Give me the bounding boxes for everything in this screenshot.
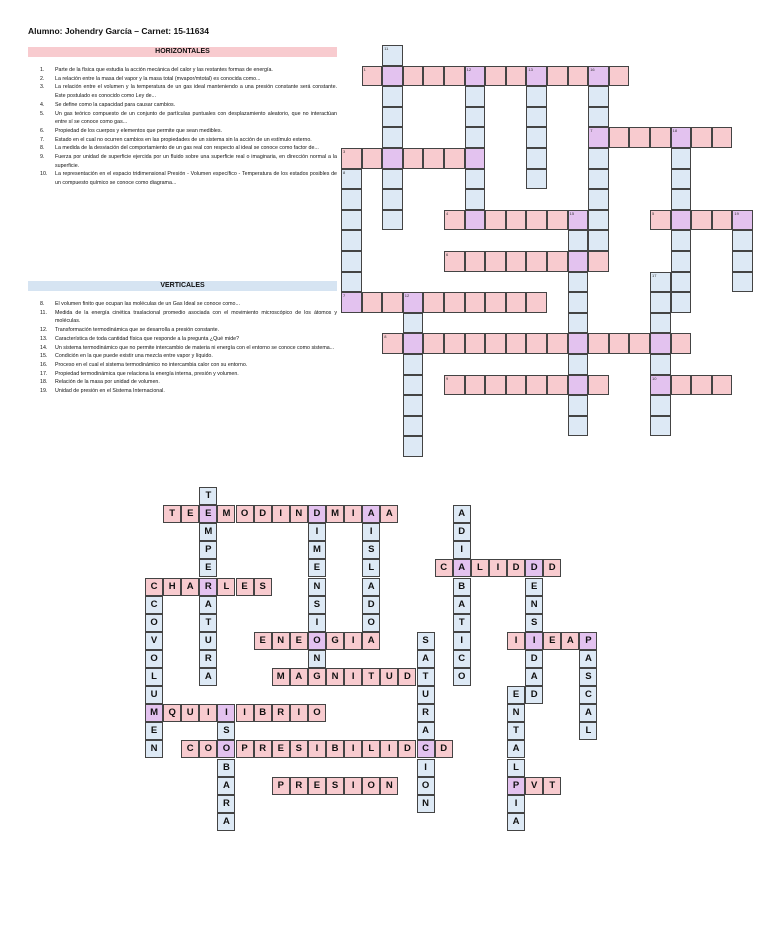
student-header: Alumno: Johendry García – Carnet: 15-11634	[28, 26, 209, 36]
clue-number: 16.	[40, 361, 48, 368]
solution-cell: L	[579, 722, 597, 740]
solution-cell: V	[145, 632, 163, 650]
solution-cell: M	[145, 704, 163, 722]
solution-cell: A	[417, 650, 435, 668]
solution-cell: O	[362, 614, 380, 632]
solution-cell: M	[272, 668, 290, 686]
solution-cell: E	[145, 722, 163, 740]
solution-cell: T	[417, 668, 435, 686]
clue-number-label: 10	[652, 375, 657, 381]
solution-cell: E	[199, 559, 217, 577]
solution-cell: A	[362, 578, 380, 596]
solution-cell: U	[380, 668, 398, 686]
solution-cell: D	[543, 559, 561, 577]
solution-cell: N	[507, 704, 525, 722]
solution-cell: C	[579, 686, 597, 704]
solution-cell: D	[362, 596, 380, 614]
clue-number-label: 4	[446, 210, 449, 216]
solution-cell: T	[199, 487, 217, 505]
solution-cell: S	[308, 596, 326, 614]
solution-cell: I	[362, 523, 380, 541]
solution-cell: L	[362, 559, 380, 577]
clue-text: Un gas teórico compuesto de un conjunto de partículas puntuales con desplazamiento aleatorio, que no interactúan entre sí se conoce como gas...	[55, 110, 337, 126]
clue-number-label: 1	[363, 66, 366, 72]
clue-text: Propiedad termodinámica que relaciona la energía interna, presión y volumen.	[55, 370, 239, 377]
solution-cell: A	[579, 650, 597, 668]
solution-cell: A	[217, 813, 235, 831]
clue-number: 7.	[40, 136, 45, 143]
solution-cell: I	[344, 632, 362, 650]
solution-cell: I	[290, 704, 308, 722]
solution-cell: U	[417, 686, 435, 704]
solution-cell: I	[344, 777, 362, 795]
solution-cell: P	[236, 740, 254, 758]
clue-number: 13.	[40, 335, 48, 342]
solution-cell: N	[308, 650, 326, 668]
solution-cell: P	[579, 632, 597, 650]
clue-text: Parte de la física que estudia la acción mecánica del calor y las restantes formas de energía.	[55, 67, 273, 73]
clue-number-label: 16	[590, 66, 595, 72]
solution-cell: U	[199, 632, 217, 650]
solution-cell: N	[290, 505, 308, 523]
solution-cell: D	[525, 650, 543, 668]
solution-cell: E	[308, 777, 326, 795]
solution-cell: E	[272, 740, 290, 758]
solution-cell: N	[145, 740, 163, 758]
solution-cell: M	[199, 523, 217, 541]
solution-cell: A	[181, 578, 199, 596]
solution-cell: N	[308, 578, 326, 596]
clue-text: Unidad de presión en el Sistema Internacional.	[55, 388, 165, 395]
clue-number: 1.	[40, 67, 45, 73]
clue-text: Estado en el cual no ocurren cambios en las propiedades de un sistema sin la acción de un estímulo externo.	[55, 136, 312, 143]
solution-cell: I	[525, 632, 543, 650]
clue-number-label: 9	[446, 375, 449, 381]
solution-cell: S	[326, 777, 344, 795]
solution-cell: I	[344, 668, 362, 686]
solution-cell: M	[217, 505, 235, 523]
clue-number-label: 8	[384, 334, 387, 340]
clue-number-label: 11	[384, 46, 389, 51]
solution-cell: N	[272, 632, 290, 650]
solution-cell: E	[181, 505, 199, 523]
solution-cell: D	[525, 686, 543, 704]
clue-number-label: 7	[343, 293, 346, 299]
solution-cell: I	[417, 759, 435, 777]
solution-cell: O	[236, 505, 254, 523]
solution-cell: A	[525, 668, 543, 686]
clue-text: Proceso en el cual el sistema termodinámico no intercambia calor con su entorno.	[55, 361, 248, 368]
clue-number-label: 8	[343, 169, 346, 175]
solution-cell: A	[362, 632, 380, 650]
solution-cell: T	[453, 614, 471, 632]
clue-number: 17.	[40, 370, 48, 377]
solution-cell: O	[308, 632, 326, 650]
solution-cell: E	[308, 559, 326, 577]
solution-cell: T	[362, 668, 380, 686]
clue-number: 8.	[40, 145, 45, 152]
solution-cell: I	[453, 632, 471, 650]
clue-number-label: 15	[569, 210, 575, 216]
solution-cell: V	[525, 777, 543, 795]
solution-cell: S	[362, 541, 380, 559]
solution-cell: R	[199, 578, 217, 596]
solution-cell: E	[525, 578, 543, 596]
solution-cell: O	[362, 777, 380, 795]
solution-cell: T	[163, 505, 181, 523]
clue-text: Característica de toda cantidad física que responde a la pregunta ¿Qué mide?	[55, 335, 240, 342]
solution-cell: O	[145, 650, 163, 668]
solution-cell: E	[236, 578, 254, 596]
solution-cell: N	[380, 777, 398, 795]
clue-number-label: 13	[528, 66, 533, 72]
solution-cell: E	[254, 632, 272, 650]
clue-text: Condición en la que puede existir una mezcla entre vapor y líquido.	[55, 353, 213, 360]
clue-number: 2.	[40, 75, 45, 82]
solution-cell: C	[435, 559, 453, 577]
solution-cell: R	[272, 704, 290, 722]
clue-number: 15.	[40, 353, 48, 360]
solution-cell: I	[453, 541, 471, 559]
clue-text: Un sistema termodinámico que no permite intercambio de materia ni energía con el entorno se conoce como sistema...	[55, 344, 335, 351]
solution-cell: D	[398, 668, 416, 686]
solution-cell: D	[435, 740, 453, 758]
solution-cell: C	[417, 740, 435, 758]
solution-cell: I	[308, 523, 326, 541]
solution-cell: P	[507, 777, 525, 795]
clue-number: 19.	[40, 388, 48, 395]
solution-cell: S	[417, 632, 435, 650]
solution-cell: N	[417, 795, 435, 813]
solution-cell: E	[507, 686, 525, 704]
solution-cell: Q	[163, 704, 181, 722]
solution-cell: U	[181, 704, 199, 722]
solution-cell: D	[507, 559, 525, 577]
solution-cell: A	[453, 559, 471, 577]
solution-cell: O	[453, 668, 471, 686]
solution-cell: A	[417, 722, 435, 740]
solution-cell: A	[579, 704, 597, 722]
solution-cell: C	[453, 650, 471, 668]
clue-number-label: 12	[404, 293, 410, 299]
clue-text: La representación en el espacio tridimensional Presión - Volumen específico - Temperatura de los estados posibles de un compuesto químico se conoce como diagrama...	[55, 171, 337, 187]
solution-cell: A	[453, 596, 471, 614]
vertical-heading: VERTICALES	[28, 281, 337, 291]
solution-cell: E	[543, 632, 561, 650]
solution-cell: I	[199, 704, 217, 722]
clue-number: 4.	[40, 101, 45, 108]
solution-cell: O	[199, 740, 217, 758]
solution-cell: A	[199, 668, 217, 686]
solution-cell: O	[145, 614, 163, 632]
solution-cell: C	[145, 578, 163, 596]
solution-cell: S	[579, 668, 597, 686]
solution-cell: D	[525, 559, 543, 577]
solution-cell: D	[398, 740, 416, 758]
clue-number-label: 6	[446, 252, 449, 257]
solution-cell: D	[453, 523, 471, 541]
solution-cell: T	[543, 777, 561, 795]
solution-cell: S	[290, 740, 308, 758]
solution-cell: L	[471, 559, 489, 577]
solution-cell: B	[254, 704, 272, 722]
solution-cell: I	[344, 740, 362, 758]
solution-cell: I	[344, 505, 362, 523]
clue-text: Fuerza por unidad de superficie ejercida por un fluido sobre una superficie real o imaginaria, en dirección normal a la superficie.	[55, 154, 337, 169]
solution-cell: I	[308, 614, 326, 632]
solution-cell: C	[181, 740, 199, 758]
solution-cell: T	[199, 614, 217, 632]
solution-cell: T	[507, 722, 525, 740]
solution-cell: I	[272, 505, 290, 523]
clue-text: Medida de la energía cinética traslacional promedio asociada con el movimiento microscópico de los átomos y moléculas.	[55, 309, 337, 325]
solution-cell: P	[272, 777, 290, 795]
solution-cell: I	[308, 740, 326, 758]
solution-cell: O	[417, 777, 435, 795]
clue-number: 12.	[40, 327, 48, 334]
solution-cell: A	[290, 668, 308, 686]
clue-number: 14.	[40, 344, 48, 351]
horizontal-heading: HORIZONTALES	[28, 47, 337, 57]
solution-cell: B	[453, 578, 471, 596]
clue-text: Transformación termodinámica que se desarrolla a presión constante.	[55, 327, 220, 334]
solution-cell: A	[199, 596, 217, 614]
solution-cell: A	[380, 505, 398, 523]
solution-cell: S	[525, 614, 543, 632]
clue-text: Relación de la masa por unidad de volumen.	[55, 379, 160, 386]
solution-cell: G	[326, 632, 344, 650]
solution-cell: P	[199, 541, 217, 559]
solution-cell: A	[507, 740, 525, 758]
solution-cell: U	[145, 686, 163, 704]
clue-number: 10.	[40, 171, 48, 178]
solution-cell: L	[217, 578, 235, 596]
solution-cell: I	[236, 704, 254, 722]
solution-cell: A	[561, 632, 579, 650]
solution-cell: C	[145, 596, 163, 614]
solution-cell: E	[290, 632, 308, 650]
solution-cell: S	[254, 578, 272, 596]
clue-number: 3.	[40, 84, 45, 91]
solution-cell: R	[417, 704, 435, 722]
clue-number-label: 5	[652, 210, 655, 216]
solution-cell: O	[217, 740, 235, 758]
solution-cell: D	[254, 505, 272, 523]
clue-number: 9.	[40, 154, 45, 161]
solution-cell: S	[217, 722, 235, 740]
solution-cell: R	[217, 795, 235, 813]
solution-cell: R	[199, 650, 217, 668]
solution-cell: I	[507, 795, 525, 813]
solution-cell: A	[217, 777, 235, 795]
solution-cell: I	[217, 704, 235, 722]
clue-text: Propiedad de los cuerpos y elementos que permite que sean medibles.	[55, 127, 222, 134]
clue-text: El volumen finito que ocupan las moléculas de un Gas Ideal se conoce como...	[55, 301, 240, 307]
clue-number: 8.	[40, 301, 45, 307]
solution-cell: B	[326, 740, 344, 758]
solution-cell: M	[326, 505, 344, 523]
clue-number-label: 18	[672, 128, 678, 134]
clue-number: 5.	[40, 110, 45, 117]
solution-cell: L	[362, 740, 380, 758]
solution-cell: M	[308, 541, 326, 559]
solution-cell: A	[507, 813, 525, 831]
solution-cell: L	[145, 668, 163, 686]
solution-cell: L	[507, 759, 525, 777]
clue-text: Se define como la capacidad para causar cambios.	[55, 101, 176, 108]
solution-cell: I	[380, 740, 398, 758]
clue-number-label: 17	[652, 272, 657, 278]
clue-number: 18.	[40, 379, 48, 386]
solution-cell: R	[290, 777, 308, 795]
solution-cell: A	[453, 505, 471, 523]
solution-cell: N	[525, 596, 543, 614]
solution-cell: B	[217, 759, 235, 777]
solution-cell: G	[308, 668, 326, 686]
clue-text: La relación entre el volumen y la temperatura de un gas ideal manteniendo a una presión constante será constante. Este postulado es conocido como Ley de...	[55, 84, 337, 100]
clue-text: La medida de la desviación del comportamiento de un gas real con respecto al ideal se conoce como factor de...	[55, 145, 319, 152]
clue-number-label: 19	[734, 210, 739, 216]
solution-cell: I	[489, 559, 507, 577]
clue-number: 11.	[40, 309, 47, 316]
solution-cell: A	[362, 505, 380, 523]
solution-cell: D	[308, 505, 326, 523]
clue-number-label: 12	[466, 66, 472, 72]
solution-cell: O	[308, 704, 326, 722]
solution-cell: N	[326, 668, 344, 686]
solution-cell: E	[199, 505, 217, 523]
clue-text: La relación entre la masa del vapor y la masa total (mvapor/mtotal) es conocida como...	[55, 75, 261, 82]
clue-number: 6.	[40, 127, 45, 134]
clue-number-label: 3	[343, 149, 346, 154]
solution-cell: H	[163, 578, 181, 596]
solution-cell: R	[254, 740, 272, 758]
solution-cell: I	[507, 632, 525, 650]
clue-number-label: 7	[590, 128, 593, 134]
